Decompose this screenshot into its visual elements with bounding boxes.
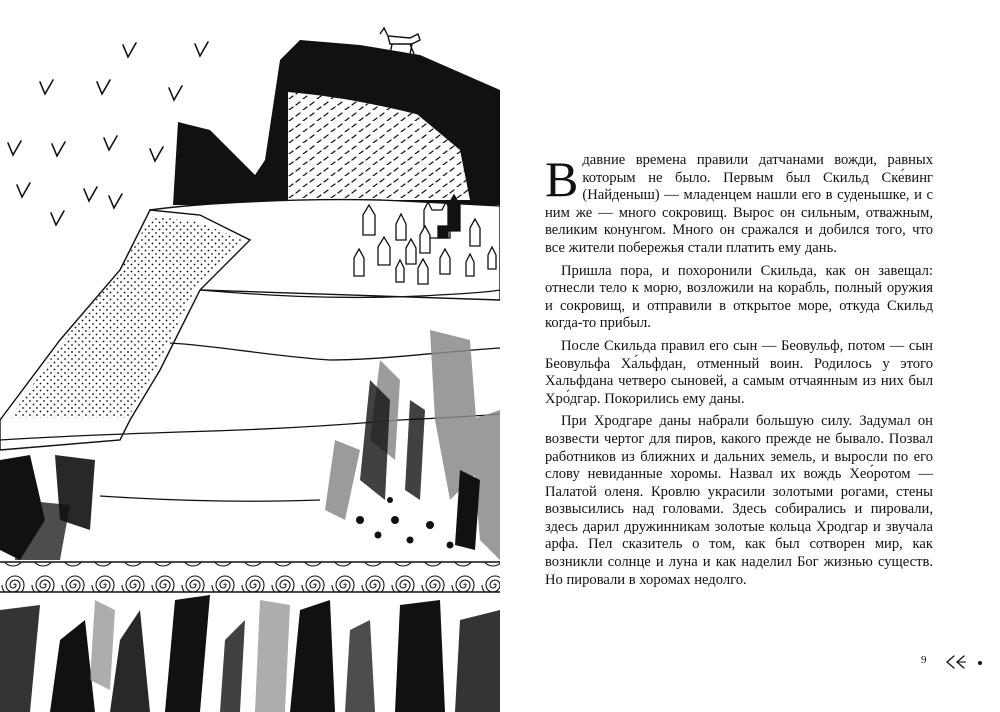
paragraph-1-text: давние времена правили датчанами вожди, равных которым не было. Первым был Скильд Ске́винг (Найденыш) — младенцем нашли его в суденышке, и с ним же — много сокровищ. Вырос он сильным, отважным, великим конунгом. Много он сражался и добился того, что все жители побережья стали платить ему дань. (545, 152, 933, 256)
paragraph-3: После Скильда правил его сын — Беовульф, потом — сын Беовульфа Ха́льфдан, отменный воин. Родилось у этого Хальфдана четверо сыновей, а самым отчаянным из них был Хро́дгар. Покорились ему даны. (545, 337, 933, 407)
text-column (545, 152, 933, 594)
waves-band (0, 562, 500, 592)
paragraph-2: Пришла пора, и похоронили Скильда, как он завещал: отнесли тело к морю, возложили на корабль, полный оружия и сокровищ, и отправили в открытое море, откуда Скильд когда-то прибыл. (545, 262, 933, 332)
drop-cap: В (545, 151, 579, 207)
sea-brush-strokes (0, 595, 500, 712)
paragraph-4: При Хродгаре даны набрали большую силу. Задумал он возвести чертог для пиров, какого прежде не бывало. Позвал работников из ближних и дальних земель, и выросли по его слову невиданные хоромы. Назвал их вождь Хео́ротом — Палатой оленя. Кровлю украсили золотыми рогами, стены возвысились над головами. Здесь собирались и пировали, здесь дарил дружинникам золотые кольца Хродгар и звучала арфа. Пел сказитель о том, как был сотворен мир, как возникли солнце и луна и как наделил Бог жизнью существ. Но пировали в хоромах недолго. (545, 413, 933, 588)
double-chevron-left-icon (944, 652, 988, 672)
page-number: 9 (921, 654, 927, 666)
paragraph-1 (545, 152, 933, 258)
